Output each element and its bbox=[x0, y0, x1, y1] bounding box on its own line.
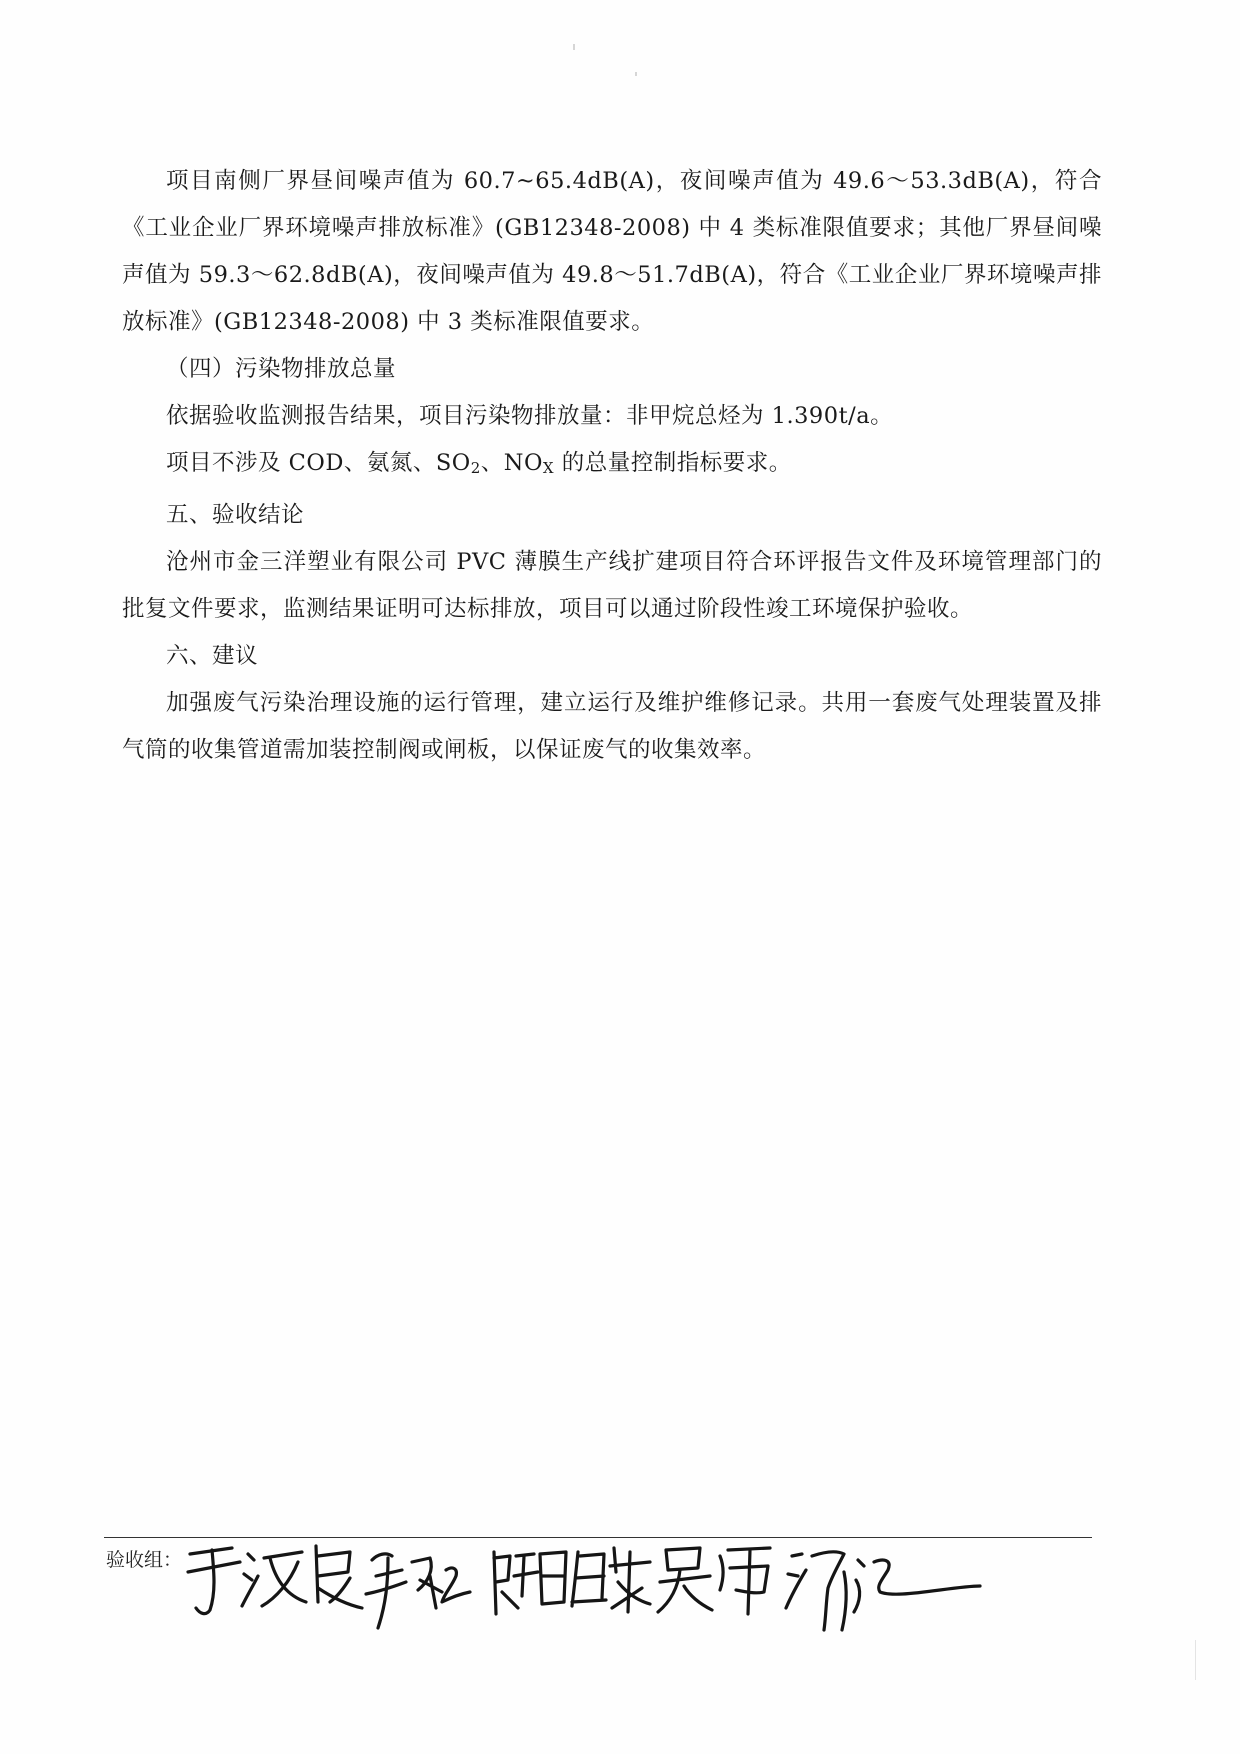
nox-subscript: X bbox=[542, 459, 555, 477]
signature-3 bbox=[494, 1548, 650, 1614]
section-heading-pollutant-total: （四）污染物排放总量 bbox=[166, 356, 397, 382]
emission-paragraph: 依据验收监测报告结果，项目污染物排放量：非甲烷总烃为 1.390t/a。 bbox=[166, 403, 894, 429]
signature-label: 验收组： bbox=[106, 1549, 183, 1571]
signature-1 bbox=[188, 1546, 362, 1614]
scan-speck bbox=[573, 44, 575, 50]
total-control-text-c: 的总量控制指标要求。 bbox=[554, 450, 792, 476]
signature-4 bbox=[658, 1548, 770, 1614]
scan-speck bbox=[1195, 1640, 1196, 1680]
total-control-paragraph bbox=[122, 440, 1102, 492]
suggestion-paragraph: 加强废气污染治理设施的运行管理，建立运行及维护维修记录。共用一套废气处理装置及排气筒的收集管道需加装控制阀或闸板，以保证废气的收集效率。 bbox=[122, 690, 1102, 763]
scan-speck bbox=[635, 72, 637, 76]
document-body bbox=[122, 158, 1102, 774]
handwritten-signatures bbox=[180, 1532, 1060, 1642]
total-control-text-b: 、NO bbox=[480, 450, 543, 476]
noise-paragraph: 项目南侧厂界昼间噪声值为 60.7~65.4dB(A)，夜间噪声值为 49.6～53.3dB(A)，符合《工业企业厂界环境噪声排放标准》(GB12348-2008) 中 4 类标准限值要求；其他厂界昼间噪声值为 59.3～62.8dB(A)，夜间噪声值为 49.8～51.7dB(A)，符合《工业企业厂界环境噪声排放标准》(GB12348-2008) 中 3 类标准限值要求。 bbox=[122, 168, 1102, 335]
signature-5 bbox=[786, 1552, 980, 1630]
signature-2 bbox=[366, 1554, 470, 1628]
section-heading-conclusion: 五、验收结论 bbox=[166, 502, 305, 528]
so2-subscript: 2 bbox=[470, 459, 481, 477]
conclusion-paragraph: 沧州市金三洋塑业有限公司 PVC 薄膜生产线扩建项目符合环评报告文件及环境管理部门的批复文件要求，监测结果证明可达标排放，项目可以通过阶段性竣工环境保护验收。 bbox=[122, 549, 1102, 622]
section-heading-suggestion: 六、建议 bbox=[166, 643, 259, 669]
total-control-text-a: 项目不涉及 COD、氨氮、SO bbox=[166, 450, 471, 476]
